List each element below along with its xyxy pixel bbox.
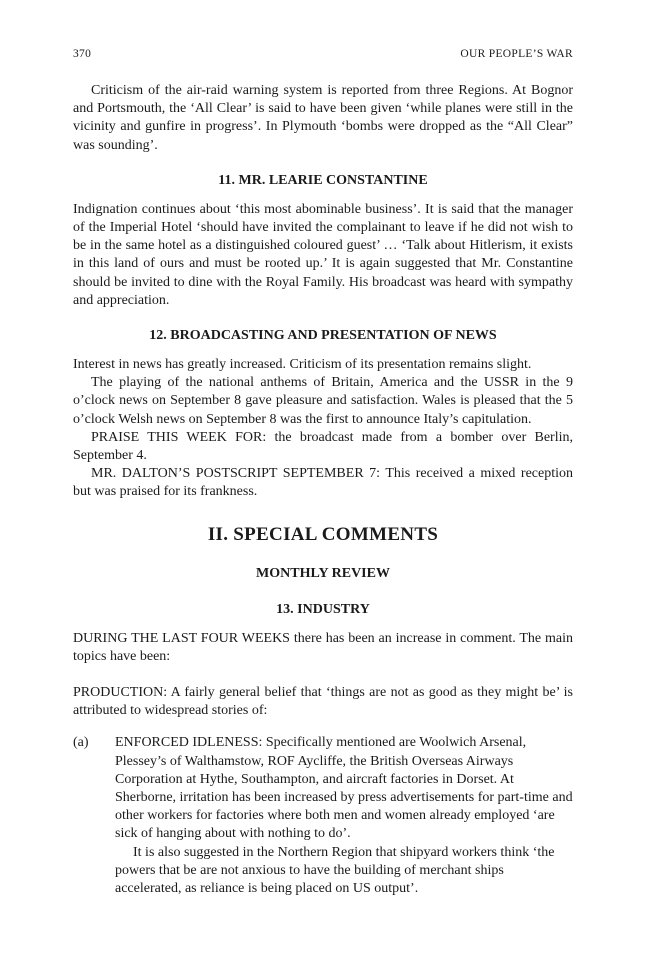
monthly-review-heading: MONTHLY REVIEW (256, 565, 390, 581)
section-12-paragraph-3: PRAISE THIS WEEK FOR: the broadcast made from a bomber over Berlin, September 4. (73, 429, 573, 464)
page-number: 370 (73, 48, 92, 60)
running-head (73, 48, 573, 60)
section-11-heading: 11. MR. LEARIE CONSTANTINE (218, 172, 428, 188)
northern-region-paragraph: It is also suggested in the Northern Region that shipyard workers think ‘the powers that be are not anxious to have the building of merchant ships accelerated, as reliance is being placed on US output’. (115, 844, 555, 897)
section-12-paragraph-4: MR. DALTON’S POSTSCRIPT SEPTEMBER 7: This received a mixed reception but was praised for its frankness. (73, 466, 573, 500)
opening-paragraph: Criticism of the air-raid warning system is reported from three Regions. At Bognor and Portsmouth, the ‘All Clear’ is said to have been given ‘while planes were still in the vicinity and gunfire in progress’. In Plymouth ‘bombs were dropped as the “All Clear” was sounding’. (73, 83, 573, 153)
part-2-heading: II. SPECIAL COMMENTS (207, 523, 439, 545)
paragraph-gap (73, 666, 573, 684)
book-title: OUR PEOPLE’S WAR (460, 48, 573, 60)
section-12-paragraph-2: The playing of the national anthems of Britain, America and the USSR in the 9 o’clock news on September 8 gave pleasure and satisfaction. Wales is pleased that the 5 o’clock Welsh news on September 8 was the first to announce Italy’s capitulation. (73, 375, 573, 427)
book-page (73, 48, 573, 898)
section-13-intro: DURING THE LAST FOUR WEEKS there has been an increase in comment. The main topics have been: (73, 630, 573, 664)
list-item-body (115, 734, 573, 898)
section-12-paragraph-1: Interest in news has greatly increased. Criticism of its presentation remains slight. (73, 357, 532, 373)
section-13-heading: 13. INDUSTRY (276, 601, 370, 617)
list-item-label: (a) (73, 735, 89, 751)
list-item-a (73, 734, 573, 898)
section-11-paragraph: Indignation continues about ‘this most abominable business’. It is said that the manager of the Imperial Hotel ‘should have invited the complainant to leave if he did not wish to be in the same hotel as a distinguished coloured guest’ … ‘Talk about Hitlerism, it exists in this land of ours and must be rooted up.’ It is again suggested that Mr. Constantine should be invited to dine with the Royal Family. His broadcast was heard with sympathy and appreciation. (73, 201, 573, 308)
section-12-heading: 12. BROADCASTING AND PRESENTATION OF NEWS (149, 328, 497, 344)
production-paragraph: PRODUCTION: A fairly general belief that ‘things are not as good as they might be’ is attributed to widespread stories of: (73, 685, 573, 719)
enforced-idleness-paragraph: ENFORCED IDLENESS: Specifically mentioned are Woolwich Arsenal, Plessey’s of Walthamstow, ROF Aycliffe, the British Overseas Airways Corporation at Hythe, Southampton, and aircraft factories in Dorset. At Sherborne, irritation has been increased by press advertisements for part-time and other workers for factories where both men and women already employed ‘are sick of hanging about with nothing to do’. (115, 735, 573, 842)
